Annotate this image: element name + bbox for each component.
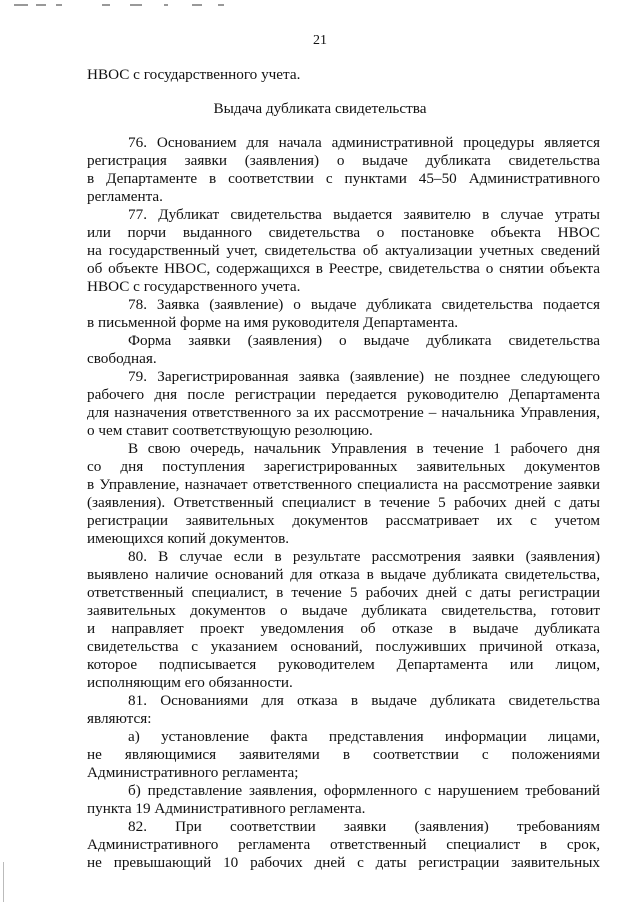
text-line: Административного регламента ответственный специалист в срок,: [87, 836, 600, 853]
text-line: которое подписывается руководителем Департамента или лицом,: [87, 656, 600, 673]
text-line: пункта 19 Административного регламента.: [87, 800, 366, 817]
text-line: свидетельства с указанием оснований, послуживших причиной отказа,: [87, 638, 600, 655]
text-line: со дня поступления зарегистрированных заявительных документов: [87, 458, 600, 475]
text-line: регламента.: [87, 188, 163, 205]
text-line: 82. При соответствии заявки (заявления) требованиям: [128, 818, 600, 835]
text-line: рабочего дня после регистрации передается руководителю Департамента: [87, 386, 600, 403]
text-line: ответственный специалист, в течение 5 рабочих дней с даты регистрации: [87, 584, 600, 601]
text-line: 76. Основанием для начала административной процедуры является: [128, 134, 600, 151]
text-line: имеющихся копий документов.: [87, 530, 290, 547]
text-line: не превышающий 10 рабочих дней с даты регистрации заявительных: [87, 854, 600, 871]
text-line: для назначения ответственного за их рассмотрение – начальника Управления,: [87, 404, 600, 421]
text-line: 77. Дубликат свидетельства выдается заявителю в случае утраты: [128, 206, 600, 223]
text-line: или порчи выданного свидетельства о постановке объекта НВОС: [87, 224, 600, 241]
text-line: выявлено наличие оснований для отказа в выдаче дубликата свидетельства,: [87, 566, 600, 583]
text-line: в Департаменте в соответствии с пунктами 45–50 Административного: [87, 170, 600, 187]
text-line: регистрация заявки (заявления) о выдаче дубликата свидетельства: [87, 152, 600, 169]
text-line: (заявления). Ответственный специалист в течение 5 рабочих дней с даты: [87, 494, 600, 511]
scan-edge-line: [3, 862, 4, 902]
text-line: 79. Зарегистрированная заявка (заявление) не позднее следующего: [128, 368, 600, 385]
text-line: о чем ставит соответствующую резолюцию.: [87, 422, 373, 439]
text-line: исполняющим его обязанности.: [87, 674, 293, 691]
text-line: являются:: [87, 710, 152, 727]
text-line: НВОС с государственного учета.: [87, 66, 301, 83]
text-line: а) установление факта представления информации лицами,: [128, 728, 600, 745]
text-line: заявительных документов о выдаче дубликата свидетельства, готовит: [87, 602, 600, 619]
text-line: свободная.: [87, 350, 157, 367]
scan-artifact-marks: [14, 4, 224, 7]
text-line: Форма заявки (заявления) о выдаче дубликата свидетельства: [128, 332, 600, 349]
text-line: в Управление, назначает ответственного специалиста на рассмотрение заявки: [87, 476, 600, 493]
text-line: на государственный учет, свидетельства об актуализации учетных сведений: [87, 242, 600, 259]
text-line: об объекте НВОС, содержащихся в Реестре, свидетельства о снятии объекта: [87, 260, 600, 277]
text-line: В свою очередь, начальник Управления в течение 1 рабочего дня: [128, 440, 600, 457]
text-line: в письменной форме на имя руководителя Департамента.: [87, 314, 459, 331]
text-line: НВОС с государственного учета.: [87, 278, 301, 295]
page-number: 21: [313, 33, 327, 48]
text-line: б) представление заявления, оформленного с нарушением требований: [128, 782, 600, 799]
text-line: и направляет проект уведомления об отказе в выдаче дубликата: [87, 620, 600, 637]
section-heading: Выдача дубликата свидетельства: [213, 100, 427, 117]
text-line: не являющимися заявителями в соответствии с положениями: [87, 746, 600, 763]
text-line: 81. Основаниями для отказа в выдаче дубликата свидетельства: [128, 692, 600, 709]
text-line: Административного регламента;: [87, 764, 299, 781]
text-line: 80. В случае если в результате рассмотрения заявки (заявления): [128, 548, 600, 565]
text-line: 78. Заявка (заявление) о выдаче дубликата свидетельства подается: [128, 296, 600, 313]
text-line: регистрации заявительных документов рассматривает их с учетом: [87, 512, 600, 529]
